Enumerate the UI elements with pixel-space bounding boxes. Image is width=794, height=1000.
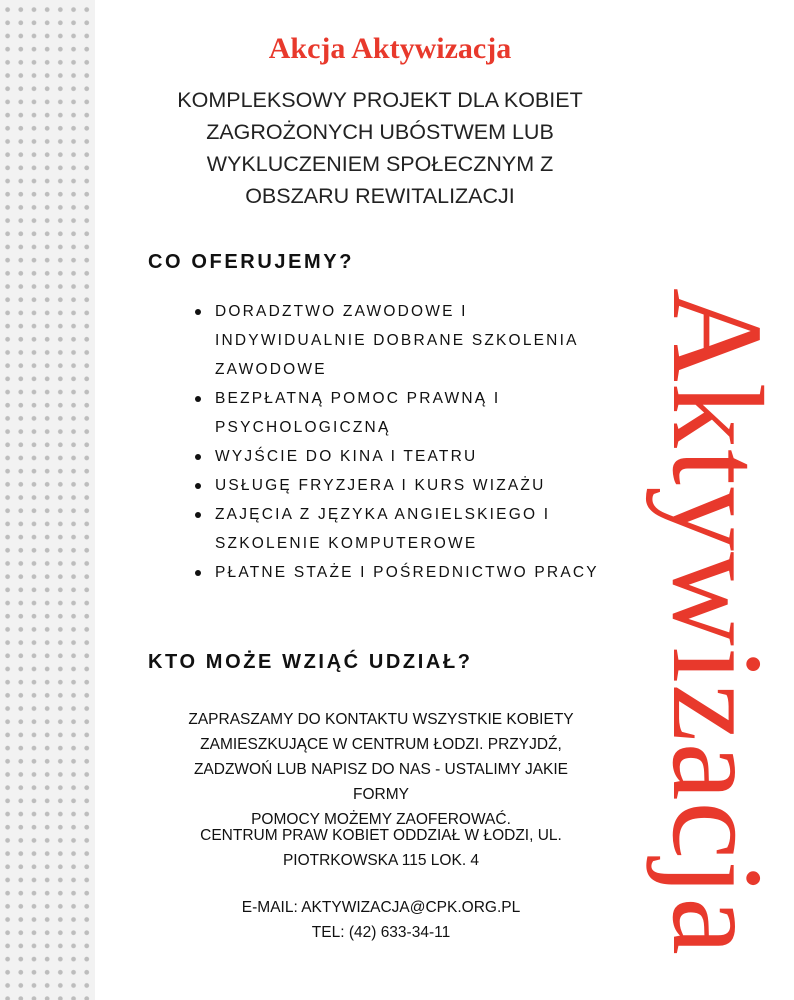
- offer-item-legal-help: [193, 384, 633, 442]
- project-description: KOMPLEKSOWY PROJEKT DLA KOBIET ZAGROŻONYCH UBÓSTWEM LUB WYKLUCZENIEM SPOŁECZNYM Z OBSZARU REWITALIZACJI: [177, 88, 583, 208]
- bullet-icon: [195, 570, 201, 576]
- bullet-icon: [195, 512, 201, 518]
- offer-item-label: ZAJĘCIA Z JĘZYKA ANGIELSKIEGO I SZKOLENIE KOMPUTEROWE: [215, 506, 551, 552]
- offer-item-label: PŁATNE STAŻE I POŚREDNICTWO PRACY: [215, 564, 599, 581]
- offer-item-label: WYJŚCIE DO KINA I TEATRU: [215, 448, 478, 465]
- address-text: CENTRUM PRAW KOBIET ODDZIAŁ W ŁODZI, UL. PIOTRKOWSKA 115 LOK. 4: [200, 827, 562, 869]
- bullet-icon: [195, 309, 201, 315]
- participation-heading: KTO MOŻE WZIĄĆ UDZIAŁ?: [148, 651, 473, 673]
- email-text: E-MAIL: AKTYWIZACJA@CPK.ORG.PL: [241, 899, 521, 916]
- bullet-icon: [195, 396, 201, 402]
- bullet-icon: [195, 454, 201, 460]
- dotted-sidebar-decoration: [0, 0, 95, 1000]
- offer-heading: CO OFERUJEMY?: [148, 251, 355, 273]
- offer-item-label: USŁUGĘ FRYZJERA I KURS WIZAŻU: [215, 477, 546, 494]
- offer-item-career-advice: [193, 297, 633, 384]
- page-title: Akcja Aktywizacja: [268, 32, 512, 65]
- phone-text: TEL: (42) 633-34-11: [311, 924, 451, 941]
- bullet-icon: [195, 483, 201, 489]
- offer-item-hairdresser: [193, 471, 633, 500]
- offer-list: [193, 297, 633, 587]
- offer-item-label: DORADZTWO ZAWODOWE I INDYWIDUALNIE DOBRANE SZKOLENIA ZAWODOWE: [215, 303, 579, 378]
- offer-item-internships: [193, 558, 633, 587]
- invitation-text: ZAPRASZAMY DO KONTAKTU WSZYSTKIE KOBIETY ZAMIESZKUJĄCE W CENTRUM ŁODZI. PRZYJDŹ, ZADZWOŃ LUB NAPISZ DO NAS - USTALIMY JAKIE FORMY POMOCY MOŻEMY ZAOFEROWAĆ.: [188, 711, 574, 828]
- vertical-title-word: Aktywizacja: [645, 288, 789, 956]
- offer-item-label: BEZPŁATNĄ POMOC PRAWNĄ I PSYCHOLOGICZNĄ: [215, 390, 501, 436]
- offer-item-cinema-theatre: [193, 442, 633, 471]
- offer-item-english-computer: [193, 500, 633, 558]
